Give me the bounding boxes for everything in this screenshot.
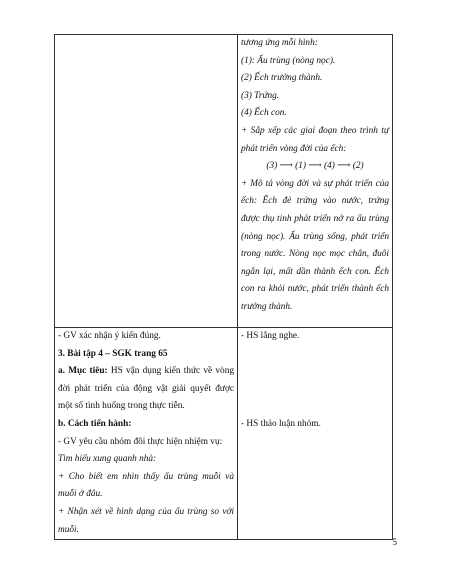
discuss-text: - HS thảo luận nhóm. <box>241 418 321 429</box>
goal-label: a. Mục tiêu: <box>58 366 108 377</box>
method-label: b. Cách tiến hành: <box>58 418 132 429</box>
question-1: + Cho biết em nhìn thấy ấu trùng muỗi và muỗi ở đâu. <box>58 471 234 500</box>
teacher-activity-cell-bottom <box>55 328 238 540</box>
table-row <box>55 35 393 328</box>
sequence-answer: (3) ⟶ (1) ⟶ (4) ⟶ (2) <box>266 161 364 172</box>
explore-text: Tìm hiểu xung quanh nhà: <box>58 454 157 465</box>
goal-text: HS vận dụng kiến thức về vòng đời phát triển của động vật giải quyết được một số tình huống trong thực tiễn. <box>58 366 234 412</box>
blank-gap <box>241 346 389 416</box>
assign-text: - GV yêu cầu nhóm đôi thực hiện nhiệm vụ: <box>58 436 223 447</box>
question-2: + Nhận xét về hình dạng của ấu trùng so với muỗi. <box>58 506 234 535</box>
table-row <box>55 328 393 540</box>
answer-intro: tương ứng mỗi hình: <box>241 38 318 48</box>
student-activity-cell-top <box>238 35 393 328</box>
answer-item-1: (1): Ấu trùng (nòng nọc). <box>241 55 336 66</box>
lifecycle-description: + Mô tả vòng đời và sự phát triển của ếch: Ếch đẻ trứng vào nước, trứng được thụ tinh phát triển nở ra ấu trùng (nòng nọc). Ấu trùng sống, phát triển trong nước. Nòng nọc mọc chân, đuôi ngắn lại, mất dần thành ếch con. Ếch con ra khỏi nước, phát triển thành ếch trưởng thành. <box>241 178 389 312</box>
answer-item-2: (2) Ếch trưởng thành. <box>241 73 323 84</box>
teacher-activity-cell-top <box>55 35 238 328</box>
student-activity-cell-bottom <box>238 328 393 540</box>
answer-item-3: (3) Trứng. <box>241 90 280 101</box>
goal-paragraph <box>58 363 234 416</box>
listen-text: - HS lắng nghe. <box>241 331 300 341</box>
lesson-table <box>54 34 393 540</box>
exercise-title: 3. Bài tập 4 – SGK trang 65 <box>58 348 168 359</box>
sort-task: + Sắp xếp các giai đoạn theo trình tự phát triển vòng đời của ếch: <box>241 125 389 154</box>
confirm-text: - GV xác nhận ý kiến đúng. <box>58 331 161 341</box>
answer-item-4: (4) Ếch con. <box>241 108 287 119</box>
page-number: 5 <box>392 537 397 547</box>
